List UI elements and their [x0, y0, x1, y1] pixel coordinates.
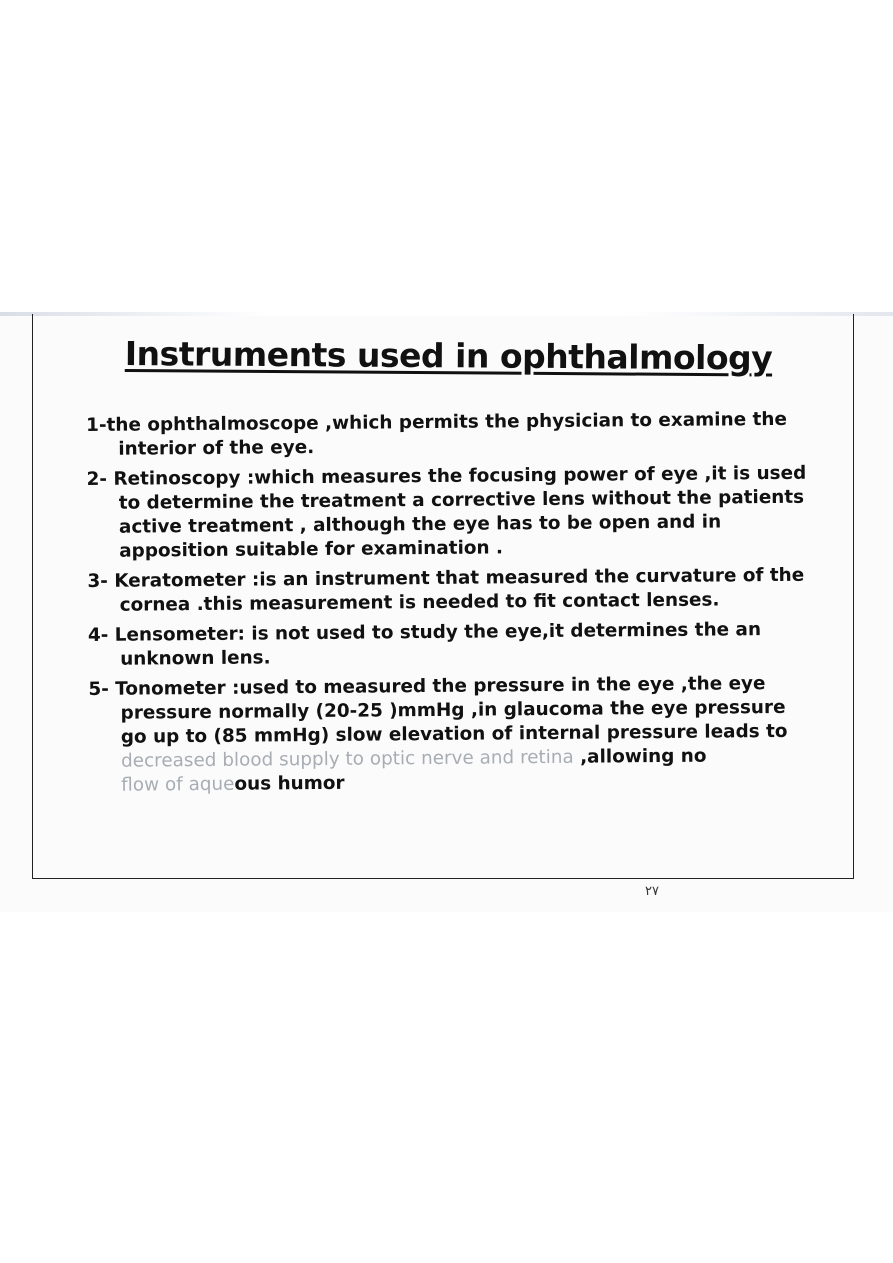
item-line: to determine the treatment a corrective lens without the patients	[118, 486, 805, 514]
faded-text: decreased blood supply to optic nerve and retina	[120, 746, 574, 772]
item-line: apposition suitable for examination .	[119, 537, 504, 562]
list-item	[87, 564, 827, 618]
item-line: 5- Tonometer :used to measured the pressure in the eye ,the eye	[88, 673, 766, 700]
instrument-list	[86, 408, 829, 804]
document-title: Instruments used in ophthalmology	[124, 334, 773, 378]
list-item	[88, 618, 828, 672]
item-line: 1-the ophthalmoscope ,which permits the physician to examine the	[86, 408, 787, 436]
item-line: unknown lens.	[120, 647, 271, 670]
list-item	[86, 462, 827, 564]
list-item	[88, 672, 829, 798]
item-line: cornea .this measurement is needed to fit contact lenses.	[119, 589, 720, 616]
item-line: active treatment , although the eye has to be open and in	[118, 511, 722, 538]
item-line: 3- Keratometer :is an instrument that measured the curvature of the	[87, 564, 805, 592]
item-text: ous humor	[234, 772, 345, 795]
list-item	[86, 408, 826, 462]
item-line: pressure normally (20-25 )mmHg ,in glaucoma the eye pressure	[120, 696, 786, 724]
item-line: go up to (85 mmHg) slow elevation of internal pressure leads to	[120, 720, 788, 748]
item-line: 4- Lensometer: is not used to study the eye,it determines the an	[87, 619, 762, 646]
handwritten-page-mark: ٢٧	[645, 884, 659, 899]
item-line: 2- Retinoscopy :which measures the focusing power of eye ,it is used	[86, 462, 807, 490]
item-line: interior of the eye.	[118, 437, 315, 460]
faded-text: flow of aque	[121, 773, 235, 796]
item-text: ,allowing no	[573, 745, 707, 768]
item-line	[89, 768, 829, 798]
